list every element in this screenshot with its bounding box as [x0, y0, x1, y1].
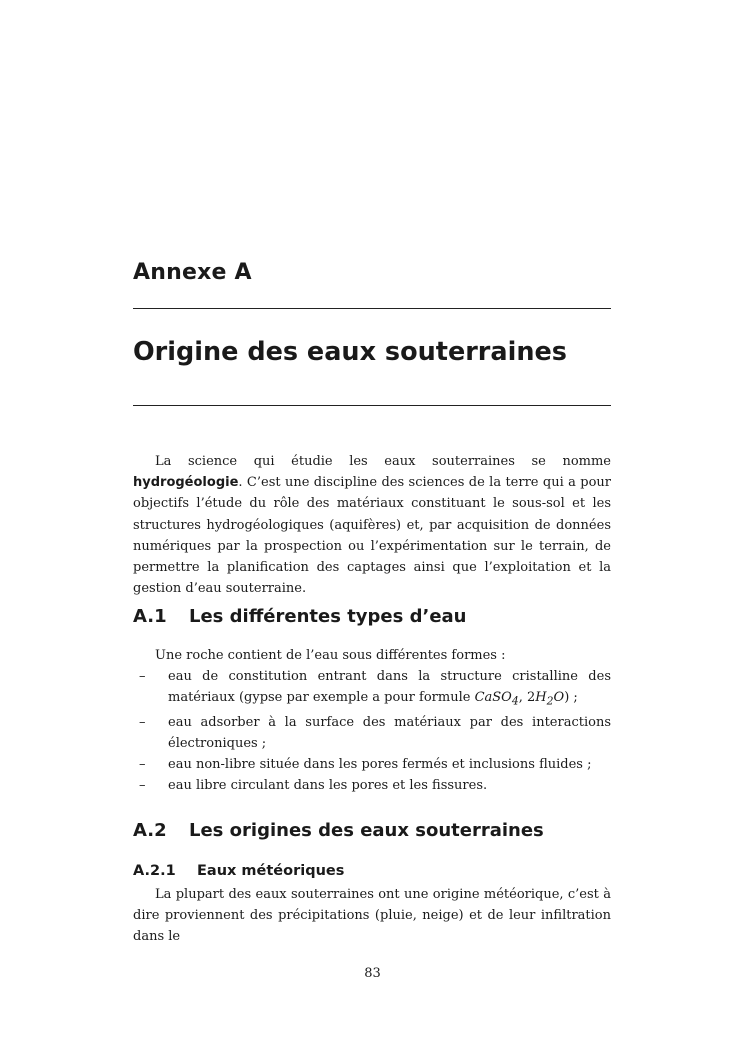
meteoric-paragraph — [133, 884, 611, 948]
annex-label: Annexe A — [133, 260, 252, 285]
title-rule-bottom — [133, 405, 611, 406]
list-item: – eau non-libre située dans les pores fermés et inclusions fluides ; — [139, 754, 611, 775]
intro-paragraph — [133, 451, 611, 599]
list-dash: – — [139, 777, 146, 793]
chapter-title: Origine des eaux souterraines — [133, 337, 567, 367]
list-item: – eau adsorber à la surface des matériaux par des interactions électroniques ; — [139, 712, 611, 754]
list-item: – eau libre circulant dans les pores et les fissures. — [139, 775, 611, 796]
subsection-a21-title: Eaux météoriques — [197, 863, 345, 879]
subsection-a21-number: A.2.1 — [133, 863, 176, 879]
intro-text-start: La science qui étudie les eaux souterraines se nomme — [155, 454, 611, 469]
intro-bold-term: hydrogéologie — [133, 475, 239, 491]
list-dash: – — [139, 669, 146, 684]
intro-text-rest: . C’est une discipline des sciences de la terre qui a pour objectifs l’étude du rôle des matériaux constituant le sous-sol et les structures hydrogéologiques (aquifères) et, par acquisition de données numériques par la prospection ou l’expérimentation sur le terrain, de permettre la planification des captages ainsi que l’exploitation et la gestion d’eau souterraine. — [133, 475, 611, 597]
list-item: – eau de constitution entrant dans la structure cristalline des matériaux (gypse par exemple a pour formule CaSO$_4$, $2H_2O$) ; — [139, 666, 611, 712]
formula: CaSO$_4$, $2H_2O$ — [474, 690, 565, 708]
page-number: 83 — [364, 966, 381, 981]
section-a2-title: Les origines des eaux souterraines — [189, 820, 544, 841]
title-rule-top — [133, 308, 611, 309]
section-a1-lead: Une roche contient de l’eau sous différentes formes : — [155, 648, 506, 663]
section-a2-number: A.2 — [133, 820, 167, 841]
meteoric-text: La plupart des eaux souterraines ont une origine météorique, c’est à dire proviennent des précipitations (pluie, neige) et de leur infiltration dans le — [133, 887, 611, 945]
list-dash: – — [139, 756, 146, 772]
water-forms-list — [139, 666, 611, 796]
section-a1-number: A.1 — [133, 606, 167, 627]
list-dash: – — [139, 714, 146, 730]
section-a1-title: Les différentes types d’eau — [189, 606, 467, 627]
